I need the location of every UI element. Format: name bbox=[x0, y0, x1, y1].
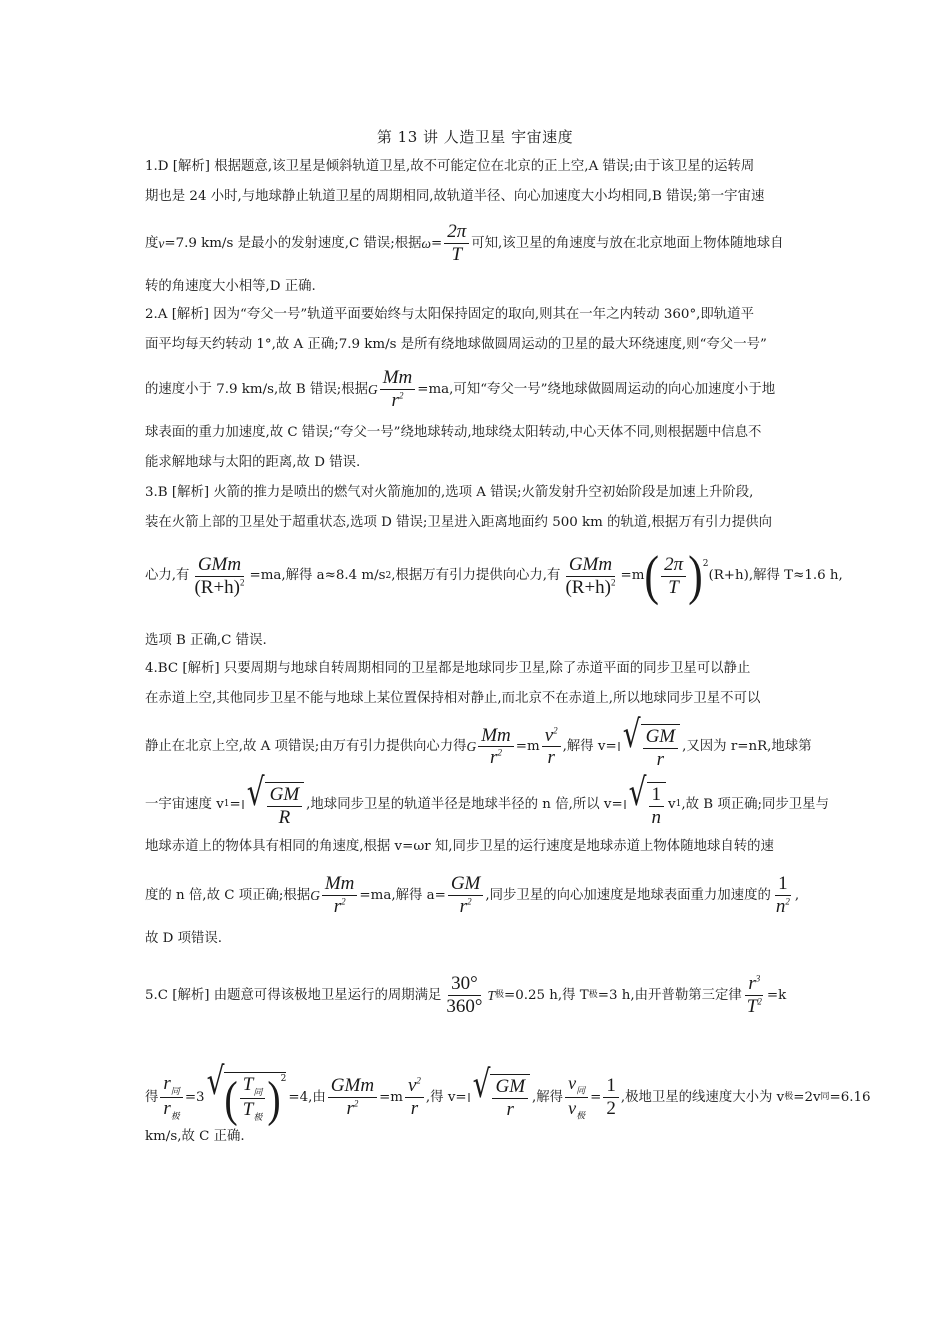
num-sub: 同 bbox=[576, 1085, 586, 1096]
page-title: 第 13 讲 人造卫星 宇宙速度 bbox=[376, 128, 574, 146]
numerator bbox=[542, 726, 561, 748]
num-exp: 3 bbox=[755, 973, 761, 984]
denominator: T bbox=[668, 576, 679, 598]
fraction-gmm-over-rh2-b bbox=[562, 555, 618, 598]
q4-line-4 bbox=[145, 769, 829, 828]
text: ,解得 bbox=[532, 1089, 564, 1105]
denominator bbox=[457, 896, 475, 917]
numerator: GM bbox=[448, 874, 484, 896]
den-base: (R+h) bbox=[194, 576, 240, 598]
text: 度 bbox=[145, 235, 159, 251]
denominator bbox=[331, 896, 349, 917]
text: 的速度小于 7.9 km/s,故 B 错误;根据 bbox=[145, 381, 369, 397]
text: (R+h),解得 T≈1.6 h, bbox=[708, 568, 843, 584]
fraction-gm-over-r bbox=[643, 727, 679, 770]
var-g: G bbox=[310, 887, 320, 903]
cube-root-t-ratio bbox=[206, 1059, 287, 1127]
numerator: Mm bbox=[322, 874, 358, 896]
q3-line-2: 装在火箭上部的卫星处于超重状态,选项 D 错误;卫星进入距离地面约 500 km 的轨道,根据万有引力提供向 bbox=[145, 515, 773, 530]
numerator: GMm bbox=[566, 555, 615, 577]
numerator: 2π bbox=[661, 555, 686, 577]
q1-line-3 bbox=[145, 222, 805, 265]
radical-sign: √ bbox=[206, 1059, 225, 1104]
den-exp: 2 bbox=[785, 896, 790, 907]
text: =k bbox=[766, 987, 787, 1003]
text: , bbox=[794, 887, 800, 903]
den-sub: 极 bbox=[170, 1110, 180, 1121]
den-base: T bbox=[242, 1099, 254, 1121]
text: =m bbox=[620, 568, 645, 584]
denominator bbox=[773, 896, 793, 917]
fraction-v2-over-r bbox=[405, 1076, 424, 1119]
num-base: v bbox=[407, 1074, 417, 1096]
denominator: r bbox=[656, 748, 665, 770]
q2-line-3 bbox=[145, 368, 805, 411]
num-sub: 同 bbox=[253, 1086, 263, 1097]
fraction-1-over-2 bbox=[603, 1076, 619, 1119]
fraction-2pi-over-t bbox=[661, 555, 686, 598]
den-base: n bbox=[775, 895, 786, 917]
numerator bbox=[565, 1074, 588, 1098]
fraction-gm-over-r2 bbox=[448, 874, 484, 917]
den-base: r bbox=[391, 389, 399, 411]
den-base: r bbox=[459, 895, 468, 917]
right-paren: ) bbox=[267, 1069, 281, 1127]
q5-line-3: km/s,故 C 正确. bbox=[145, 1129, 245, 1144]
den-exp: 2 bbox=[611, 577, 616, 588]
num-base: v bbox=[544, 724, 554, 746]
text: =3 h,由开普勒第三定律 bbox=[597, 987, 742, 1003]
denominator bbox=[487, 747, 505, 768]
sub: 1 bbox=[223, 799, 230, 810]
text: ,得 v= bbox=[425, 1089, 467, 1105]
var-g: G bbox=[368, 381, 378, 397]
text: 5.C [解析] 由题意可得该极地卫星运行的周期满足 bbox=[145, 987, 442, 1003]
text: 一宇宙速度 v bbox=[145, 797, 224, 813]
text: ,故 B 项正确;同步卫星与 bbox=[681, 797, 829, 813]
radical-sign: √ bbox=[246, 769, 265, 815]
fraction-gmm-over-r2 bbox=[328, 1076, 377, 1119]
text: ,同步卫星的向心加速度是地球表面重力加速度的 bbox=[485, 887, 771, 903]
fraction-gm-over-r bbox=[492, 1077, 528, 1120]
denominator: n bbox=[651, 806, 662, 828]
text: 可知,该卫星的角速度与放在北京地面上物体随地球自 bbox=[471, 235, 784, 251]
paren-exp: 2 bbox=[280, 1074, 287, 1084]
fraction-mm-over-r2 bbox=[478, 726, 514, 769]
var-g: G bbox=[466, 739, 477, 755]
sqrt-1-over-n bbox=[628, 769, 666, 828]
sub: 同 bbox=[820, 1091, 830, 1102]
left-paren: ( bbox=[644, 544, 660, 606]
q3-line-4: 选项 B 正确,C 错误. bbox=[145, 633, 267, 648]
radicand bbox=[641, 724, 681, 770]
denominator: r bbox=[547, 747, 555, 769]
radicand bbox=[490, 1074, 530, 1120]
text: ,地球同步卫星的轨道半径是地球半径的 n 倍,所以 v= bbox=[306, 797, 623, 813]
denominator: 2 bbox=[606, 1097, 616, 1119]
den-base: v bbox=[568, 1097, 577, 1118]
radicand bbox=[647, 782, 667, 828]
placeholder-box bbox=[242, 800, 244, 809]
denominator: R bbox=[278, 806, 291, 828]
denominator: r bbox=[410, 1097, 419, 1119]
text: ,极地卫星的线速度大小为 v bbox=[620, 1089, 785, 1105]
fraction-1-over-n bbox=[649, 785, 665, 828]
den-base: r bbox=[346, 1097, 354, 1119]
q1-line-4: 转的角速度大小相等,D 正确. bbox=[145, 279, 316, 294]
denominator bbox=[389, 390, 407, 411]
text: =7.9 km/s 是最小的发射速度,C 错误;根据 bbox=[164, 235, 422, 251]
denominator: 360° bbox=[446, 995, 483, 1017]
q2-line-2: 面平均每天约转动 1°,故 A 正确;7.9 km/s 是所有绕地球做圆周运动的卫星的最大环绕速度,则“夸父一号” bbox=[145, 337, 767, 352]
den-base: T bbox=[746, 995, 758, 1017]
den-exp: 2 bbox=[341, 896, 346, 907]
fraction-2pi-over-t bbox=[444, 222, 469, 265]
numerator: GM bbox=[492, 1077, 528, 1099]
text: 心力,有 bbox=[145, 568, 190, 584]
text: =4,由 bbox=[288, 1089, 326, 1105]
num-base: r bbox=[748, 973, 756, 994]
text: = bbox=[431, 235, 443, 251]
fraction-30-over-360 bbox=[443, 974, 485, 1017]
numerator: 1 bbox=[649, 785, 665, 807]
q1-line-2: 期也是 24 小时,与地球静止轨道卫星的周期相同,故轨道半径、向心加速度大小均相同,B 错误;第一宇宙速 bbox=[145, 189, 765, 204]
text: ,根据万有引力提供向心力,有 bbox=[391, 568, 561, 584]
sub: 极 bbox=[588, 989, 598, 1000]
text: =ma,解得 a≈8.4 m/s bbox=[249, 568, 386, 584]
radical-sign: √ bbox=[472, 1062, 491, 1107]
numerator: Mm bbox=[478, 726, 514, 748]
q3-line-3 bbox=[145, 544, 843, 606]
den-base: r bbox=[163, 1097, 171, 1119]
den-base: r bbox=[490, 747, 498, 769]
q4-line-5: 地球赤道上的物体具有相同的角速度,根据 v=ωr 知,同步卫星的运行速度是地球赤道上物体随地球自转的速 bbox=[145, 839, 774, 854]
denominator bbox=[565, 1098, 588, 1121]
sqrt-gm-over-r bbox=[472, 1062, 530, 1121]
q4-line-1: 4.BC [解析] 只要周期与地球自转周期相同的卫星都是地球同步卫星,除了赤道平面的同步卫星可以静止 bbox=[145, 661, 751, 676]
text: =6.16 bbox=[829, 1089, 871, 1105]
denominator bbox=[562, 577, 618, 598]
fraction-v-ratio bbox=[565, 1074, 588, 1121]
q4-line-7: 故 D 项错误. bbox=[145, 931, 223, 946]
fraction-mm-over-r2 bbox=[380, 368, 416, 411]
numerator: 1 bbox=[603, 1076, 619, 1098]
radicand bbox=[265, 782, 305, 828]
denominator bbox=[744, 996, 765, 1017]
placeholder-box bbox=[468, 1093, 470, 1102]
numerator bbox=[240, 1075, 266, 1099]
numerator: 2π bbox=[444, 222, 469, 244]
den-exp: 2 bbox=[467, 896, 472, 907]
numerator: GMm bbox=[328, 1076, 377, 1098]
num-base: r bbox=[163, 1072, 171, 1094]
denominator bbox=[343, 1098, 361, 1119]
fraction-1-over-n2 bbox=[773, 874, 793, 917]
text: =m bbox=[515, 739, 540, 755]
placeholder-box bbox=[618, 742, 620, 751]
fraction-v2-over-r bbox=[542, 726, 561, 769]
sub: 极 bbox=[494, 989, 504, 1000]
text: ,又因为 r=nR,地球第 bbox=[682, 739, 812, 755]
var-v: v bbox=[158, 235, 165, 251]
den-exp: 2 bbox=[757, 996, 762, 1007]
sqrt-gm-over-r bbox=[622, 711, 680, 770]
den-exp: 2 bbox=[497, 748, 502, 759]
text: = bbox=[229, 797, 241, 813]
den-base: (R+h) bbox=[565, 576, 611, 598]
text: ,解得 v= bbox=[562, 739, 617, 755]
left-paren: ( bbox=[224, 1069, 238, 1127]
text: 度的 n 倍,故 C 项正确;根据 bbox=[145, 887, 311, 903]
fraction-gm-over-R bbox=[267, 785, 303, 828]
denominator bbox=[160, 1098, 182, 1121]
radical-sign: √ bbox=[622, 711, 641, 757]
denominator bbox=[240, 1099, 266, 1122]
radicand bbox=[224, 1069, 287, 1127]
numerator: Mm bbox=[380, 368, 416, 390]
text: =0.25 h,得 T bbox=[503, 987, 589, 1003]
text: v bbox=[668, 797, 676, 813]
placeholder-box bbox=[624, 800, 626, 809]
text: = bbox=[590, 1089, 602, 1105]
text: =3 bbox=[184, 1089, 205, 1105]
numerator: 1 bbox=[775, 874, 791, 896]
var-omega: ω bbox=[421, 235, 431, 251]
fraction-t-ratio bbox=[240, 1075, 266, 1122]
paren-exp: 2 bbox=[702, 559, 709, 569]
den-exp: 2 bbox=[239, 577, 245, 588]
fraction-gmm-over-rh2 bbox=[191, 555, 247, 598]
den-base: r bbox=[333, 895, 342, 917]
q5-line-2 bbox=[145, 1059, 871, 1127]
num-sub: 同 bbox=[170, 1085, 180, 1096]
right-paren: ) bbox=[688, 544, 703, 606]
num-exp: 2 bbox=[553, 725, 558, 736]
fraction-mm-over-r2 bbox=[322, 874, 358, 917]
numerator: GMm bbox=[195, 555, 244, 577]
denominator: r bbox=[506, 1099, 514, 1121]
var-t: T bbox=[487, 987, 495, 1003]
den-sub: 极 bbox=[576, 1110, 586, 1121]
denominator bbox=[191, 577, 247, 598]
q4-line-2: 在赤道上空,其他同步卫星不能与地球上某位置保持相对静止,而北京不在赤道上,所以地球同步卫星不可以 bbox=[145, 691, 761, 706]
sqrt-gm-over-R bbox=[246, 769, 304, 828]
text: =m bbox=[379, 1089, 403, 1105]
numerator: GM bbox=[643, 727, 679, 749]
fraction-r-ratio bbox=[160, 1074, 182, 1121]
sub: 1 bbox=[675, 799, 682, 810]
q3-line-1: 3.B [解析] 火箭的推力是喷出的燃气对火箭施加的,选项 A 错误;火箭发射升空初始阶段是加速上升阶段, bbox=[145, 485, 754, 500]
numerator bbox=[405, 1076, 424, 1098]
denominator: T bbox=[451, 243, 463, 265]
q2-line-1: 2.A [解析] 因为“夸父一号”轨道平面要始终与太阳保持固定的取向,则其在一年之内转动 360°,即轨道平 bbox=[145, 307, 754, 322]
fraction-r3-over-t2 bbox=[744, 974, 765, 1017]
text: =ma,解得 a= bbox=[359, 887, 446, 903]
num-base: v bbox=[568, 1072, 577, 1093]
numerator bbox=[160, 1074, 182, 1098]
text: =ma,可知“夸父一号”绕地球做圆周运动的向心加速度小于地 bbox=[417, 381, 776, 397]
numerator: 30° bbox=[448, 974, 481, 996]
radical-sign: √ bbox=[628, 769, 647, 815]
den-exp: 2 bbox=[398, 390, 404, 401]
den-exp: 2 bbox=[353, 1098, 359, 1109]
q1-line-1: 1.D [解析] 根据题意,该卫星是倾斜轨道卫星,故不可能定位在北京的正上空,A 错误;由于该卫星的运转周 bbox=[145, 159, 755, 174]
den-sub: 极 bbox=[253, 1112, 263, 1123]
q2-line-4: 球表面的重力加速度,故 C 错误;“夸父一号”绕地球转动,地球绕太阳转动,中心天体不同,则根据题中信息不 bbox=[145, 425, 762, 440]
num-base: T bbox=[242, 1074, 254, 1095]
num-exp: 2 bbox=[416, 1075, 421, 1086]
q4-line-3 bbox=[145, 711, 812, 770]
text: 得 bbox=[145, 1089, 159, 1105]
numerator: GM bbox=[267, 785, 303, 807]
numerator bbox=[745, 974, 763, 996]
q2-line-5: 能求解地球与太阳的距离,故 D 错误. bbox=[145, 455, 361, 470]
sub: 极 bbox=[784, 1091, 794, 1102]
text: =2v bbox=[793, 1089, 821, 1105]
unit-exp: 2 bbox=[385, 570, 392, 581]
q5-line-1 bbox=[145, 974, 805, 1017]
text: 静止在北京上空,故 A 项错误;由万有引力提供向心力得 bbox=[145, 739, 467, 755]
q4-line-6 bbox=[145, 874, 805, 917]
